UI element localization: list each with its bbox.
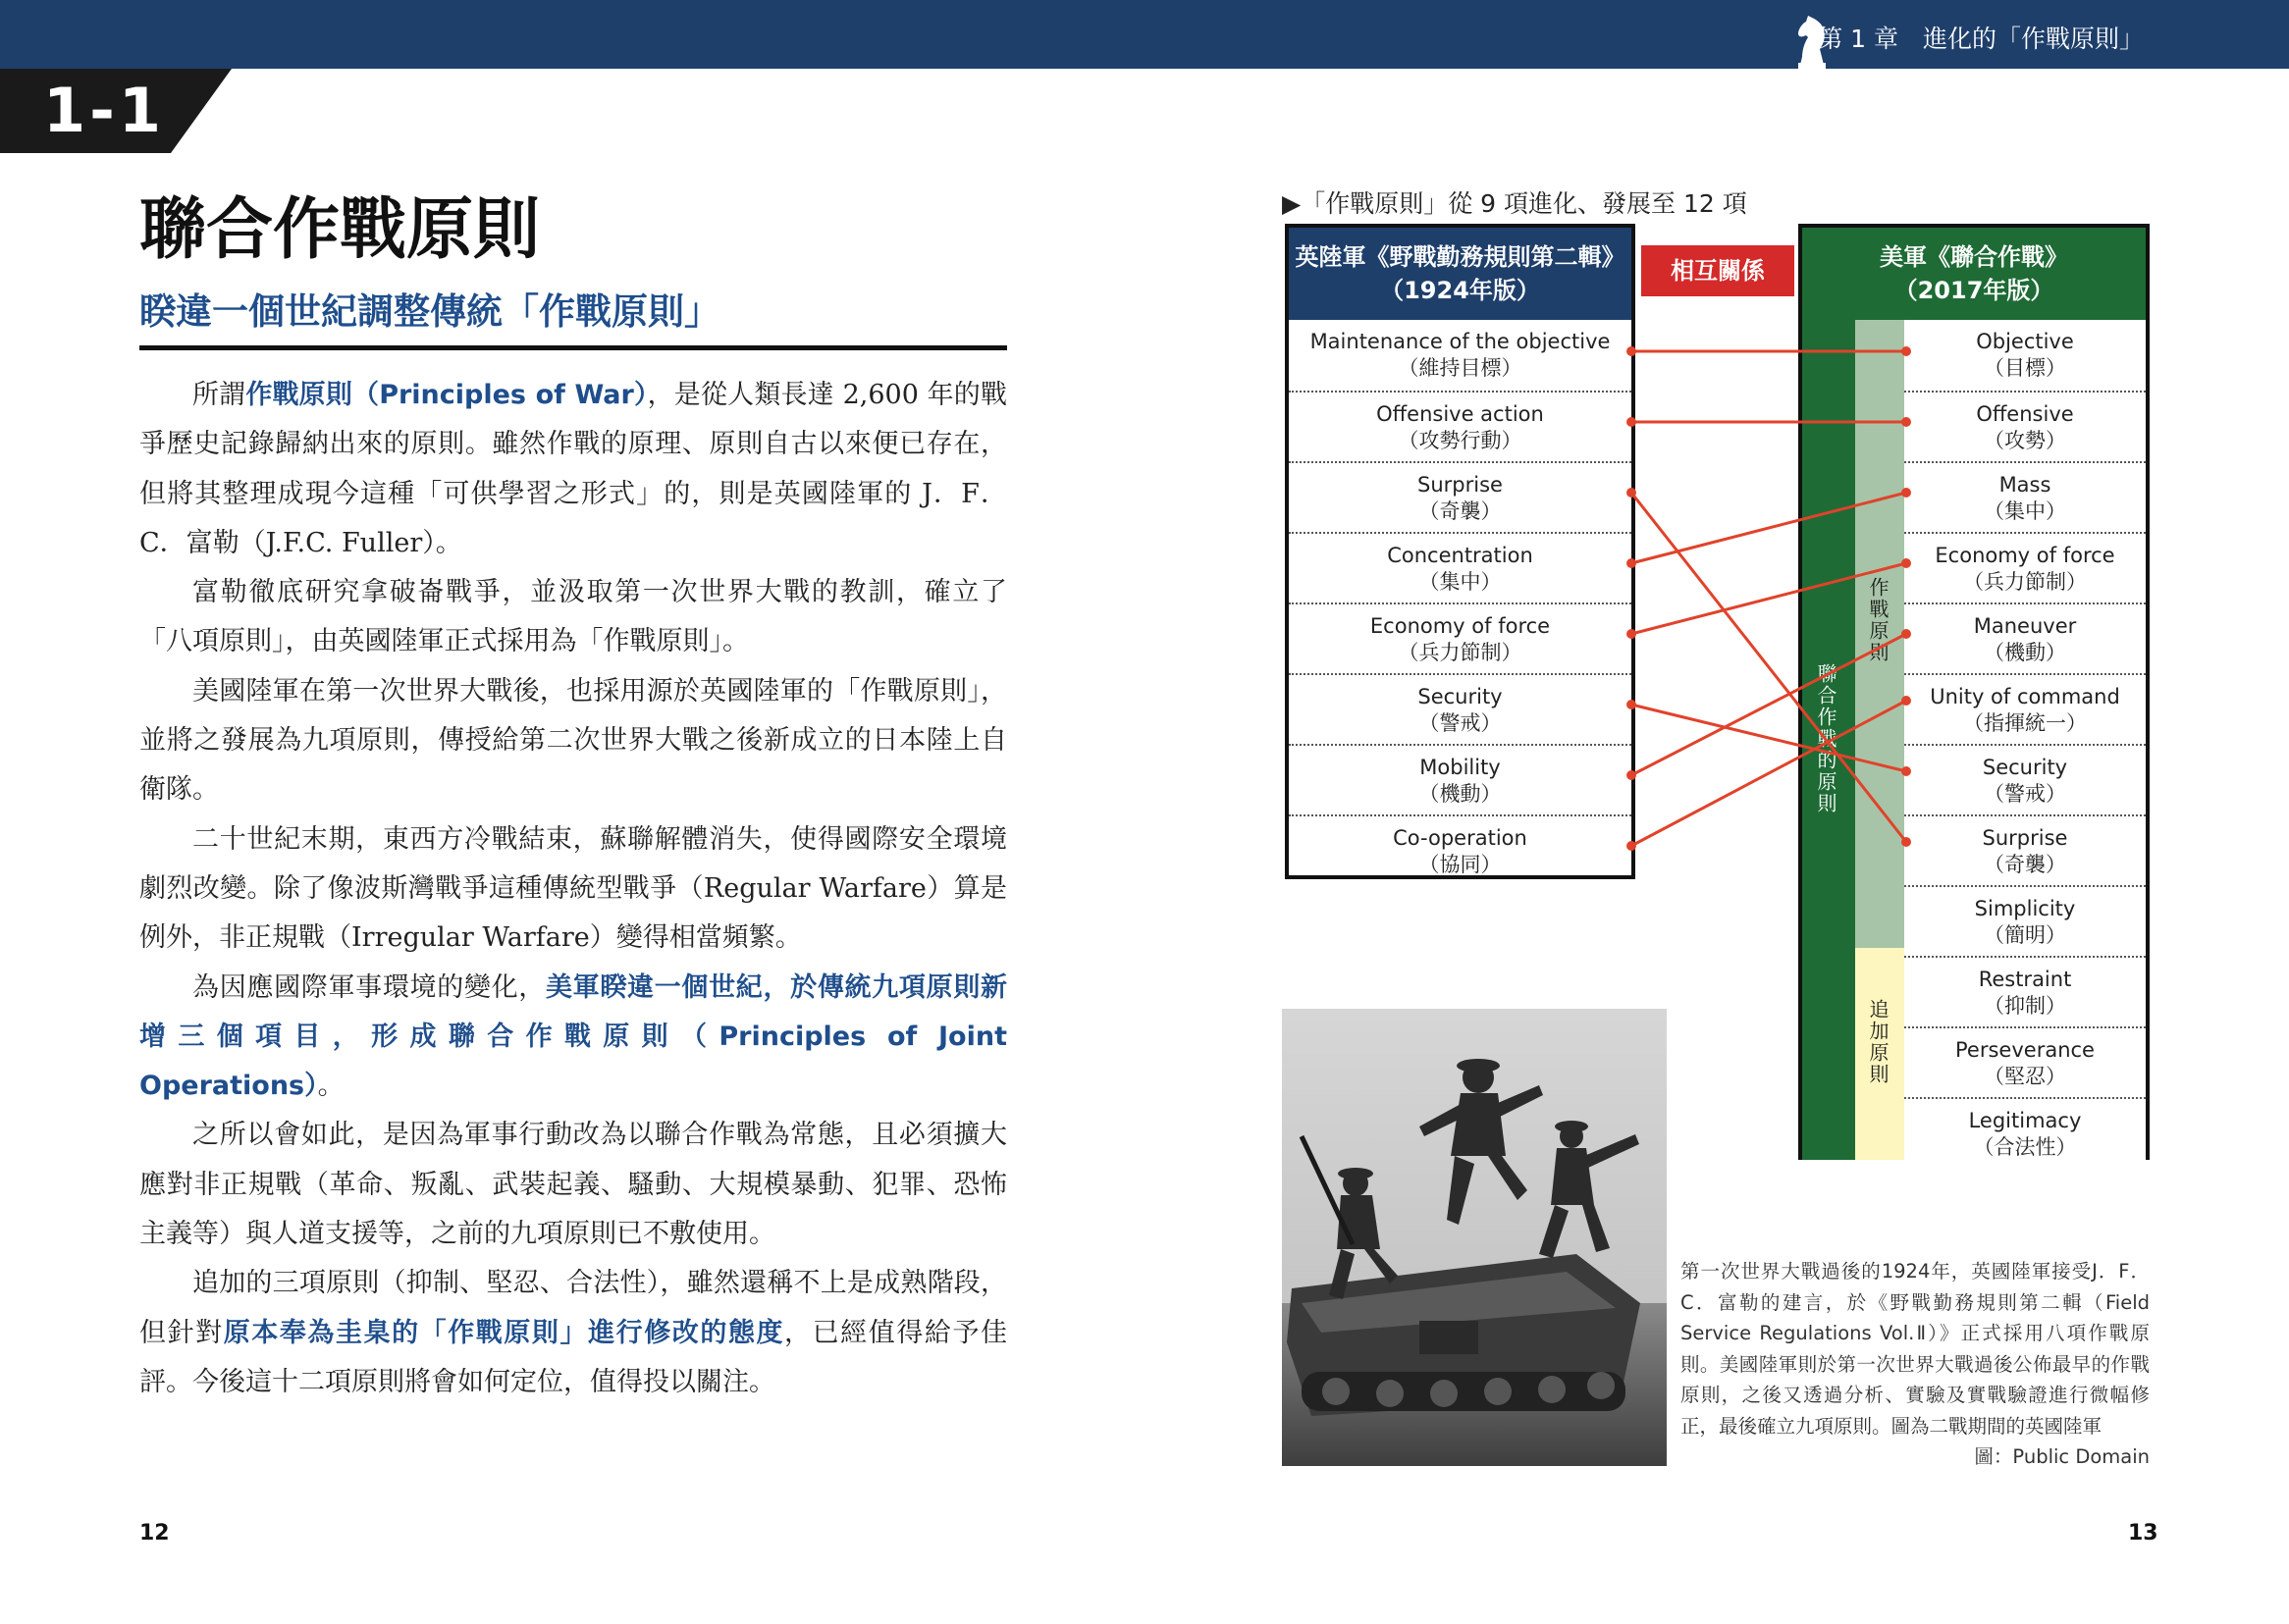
us-principle-item-english: Economy of force xyxy=(1935,544,2115,567)
british-principle-item-english: Economy of force xyxy=(1369,614,1551,638)
british-header-year: （1924年版） xyxy=(1380,277,1540,304)
us-principle-item-english: Surprise xyxy=(1982,826,2068,850)
photo-caption xyxy=(1680,1256,2150,1473)
page-subtitle: 睽違一個世紀調整傳統「作戰原則」 xyxy=(139,290,720,333)
link-security xyxy=(1631,705,1906,771)
link-surprise xyxy=(1631,493,1906,842)
us-header-title: 美軍《聯合作戰》 xyxy=(1880,243,2068,271)
british-principle-item-chinese: （攻勢行動） xyxy=(1398,429,1522,452)
us-principle-item-chinese: （堅忍） xyxy=(1984,1065,2066,1088)
p7-highlight: 原本奉為圭臬的「作戰原則」進行修改的態度 xyxy=(223,1317,785,1348)
p1-highlight: 作戰原則（Principles of War） xyxy=(245,380,648,410)
us-principle-item-chinese: （指揮統一） xyxy=(1963,711,2087,735)
paragraph-4: 二十世紀末期，東西方冷戰結束，蘇聯解體消失，使得國際安全環境劇烈改變。除了像波斯灣戰爭這種傳統型戰爭（Regular Warfare）算是例外，非正規戰（Irregular Warfare）變得相當頻繁。 xyxy=(139,823,1007,954)
caption-text: 第一次世界大戰過後的1924年，英國陸軍接受J．F．C．富勒的建言，於《野戰勤務規則第二輯（Field Service Regulations Vol.Ⅱ）》正式採用八項作戰原則。美國陸軍則於第一次世界大戰過後公佈最早的作戰原則，之後又透過分析、實驗及實戰驗證進行微幅修正，最後確立九項原則。圖為二戰期間的英國陸軍 xyxy=(1680,1260,2150,1438)
british-principle-item-chinese: （機動） xyxy=(1418,782,1502,806)
link-cooperation xyxy=(1631,701,1906,846)
us-principle-item-english: Maneuver xyxy=(1973,614,2077,638)
us-principle-item-chinese: （目標） xyxy=(1984,356,2066,380)
page-title: 聯合作戰原則 xyxy=(139,191,541,269)
p5-text-b: 。 xyxy=(317,1071,345,1102)
ww2-soldiers-photo xyxy=(1282,1009,1667,1466)
us-principle-item-english: Unity of command xyxy=(1930,685,2120,708)
british-principle-item-chinese: （集中） xyxy=(1418,570,1502,594)
paragraph-6: 之所以會如此，是因為軍事行動改為以聯合作戰為常態，且必須擴大應對非正規戰（革命、叛亂、武裝起義、騷動、大規模暴動、犯罪、恐怖主義等）與人道支援等，之前的九項原則已不敷使用。 xyxy=(139,1120,1007,1250)
us-principle-item-english: Restraint xyxy=(1978,968,2072,991)
british-principle-item-chinese: （維持目標） xyxy=(1398,356,1522,380)
us-principle-item-chinese: （奇襲） xyxy=(1984,853,2066,876)
us-principle-item-english: Legitimacy xyxy=(1968,1109,2082,1132)
link-economy xyxy=(1631,563,1906,634)
british-principle-item-english: Co-operation xyxy=(1393,826,1527,850)
us-principle-item-chinese: （機動） xyxy=(1984,641,2066,664)
us-principle-item-chinese: （簡明） xyxy=(1984,923,2066,947)
us-principle-item-english: Security xyxy=(1982,756,2068,779)
us-principle-item-english: Offensive xyxy=(1976,402,2074,426)
british-principle-item-english: Surprise xyxy=(1417,473,1503,497)
p1-text-b: ，是從人類長達 2,600 年的戰爭歷史記錄歸納出來的原則。雖然作戰的原理、原則自古以來便已存在，但將其整理成現今這種「可供學習之形式」的，則是英國陸軍的 J．F．C．富勒（J.F.C. Fuller）。 xyxy=(139,380,1007,558)
us-principle-item-english: Objective xyxy=(1976,330,2074,353)
us-principle-item-chinese: （抑制） xyxy=(1984,994,2066,1018)
us-header-year: （2017年版） xyxy=(1893,277,2054,304)
p7-text-a: 追加的三項原則（抑制、堅忍、合法性），雖然還稱不上是成熟階段，但針對 xyxy=(139,1268,1007,1348)
british-principle-item-chinese: （兵力節制） xyxy=(1398,641,1522,664)
british-principle-item-english: Concentration xyxy=(1387,544,1533,567)
us-principle-item-chinese: （集中） xyxy=(1984,499,2066,523)
british-principle-item-chinese: （警戒） xyxy=(1418,711,1502,735)
british-principle-item-chinese: （協同） xyxy=(1418,853,1502,876)
link-mobility xyxy=(1631,634,1906,775)
diagram-title: ▶「作戰原則」從 9 項進化、發展至 12 項 xyxy=(1282,189,1747,218)
british-header-title: 英陸軍《野戰勤務規則第二輯》 xyxy=(1295,243,1625,271)
british-principle-item-english: Maintenance of the objective xyxy=(1309,330,1611,353)
us-principle-item-chinese: （警戒） xyxy=(1984,782,2066,806)
paragraph-3: 美國陸軍在第一次世界大戰後，也採用源於英國陸軍的「作戰原則」，並將之發展為九項原則，傳授給第二次世界大戰之後新成立的日本陸上自衛隊。 xyxy=(139,675,1007,806)
p7-text-b: ，已經值得給予佳評。今後這十二項原則將會如何定位，值得投以關注。 xyxy=(139,1317,1008,1397)
british-principle-item-english: Security xyxy=(1417,685,1503,708)
joint-principles-label: 聯合作戰的原則 xyxy=(1814,663,1837,814)
us-principle-item-english: Simplicity xyxy=(1974,897,2076,920)
us-principle-item-english: Perseverance xyxy=(1955,1038,2095,1062)
british-principle-item-english: Mobility xyxy=(1419,756,1501,779)
photo-credit: 圖：Public Domain xyxy=(1974,1445,2150,1468)
page-number-left: 12 xyxy=(139,1521,170,1545)
us-principle-item-chinese: （攻勢） xyxy=(1984,429,2066,452)
war-principles-label: 作戰原則 xyxy=(1866,577,1890,663)
relation-label: 相互關係 xyxy=(1641,245,1794,296)
british-principle-item-chinese: （奇襲） xyxy=(1418,499,1502,523)
chapter-label: 第 1 章 進化的「作戰原則」 xyxy=(1818,25,2144,53)
link-concentration xyxy=(1631,493,1906,563)
us-principle-item-english: Mass xyxy=(1998,473,2051,497)
p5-text-a: 為因應國際軍事環境的變化， xyxy=(192,971,546,1003)
us-principle-item-chinese: （兵力節制） xyxy=(1963,570,2087,594)
section-number: 1-1 xyxy=(43,75,166,146)
page-number-right: 13 xyxy=(2128,1521,2158,1545)
us-principle-item-chinese: （合法性） xyxy=(1973,1135,2077,1159)
added-principles-label: 追加原則 xyxy=(1866,999,1890,1085)
paragraph-2: 富勒徹底研究拿破崙戰爭，並汲取第一次世界大戰的教訓，確立了「八項原則」，由英國陸軍正式採用為「作戰原則」。 xyxy=(139,577,1007,657)
p5-highlight: 美軍睽違一個世紀，於傳統九項原則新增三個項目，形成聯合作戰原則（Principles of Joint Operations） xyxy=(139,971,1008,1102)
p1-text-a: 所謂 xyxy=(192,380,246,410)
british-principle-item-english: Offensive action xyxy=(1376,402,1544,426)
